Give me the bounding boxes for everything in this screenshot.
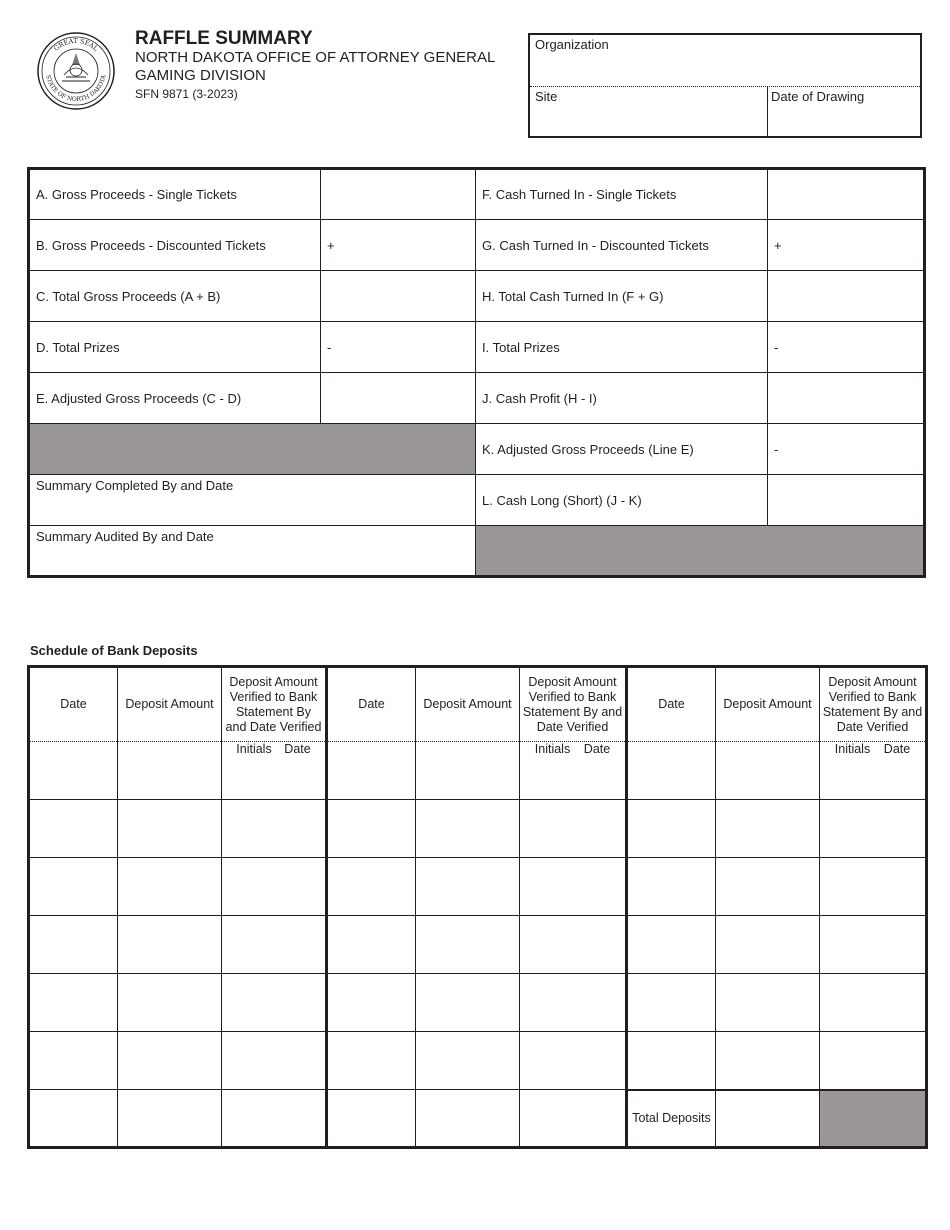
- line-c-value[interactable]: [321, 271, 476, 322]
- deposit-date-cell[interactable]: [29, 1090, 118, 1148]
- deposit-date-cell[interactable]: [29, 916, 118, 974]
- verified-cell[interactable]: [520, 1032, 627, 1090]
- deposit-amount-cell[interactable]: [118, 800, 222, 858]
- verified-cell[interactable]: [520, 800, 627, 858]
- site-label: Site: [535, 89, 558, 104]
- verified-cell[interactable]: [520, 742, 627, 800]
- svg-text:GREAT SEAL: GREAT SEAL: [52, 36, 100, 53]
- summary-completed-by-field[interactable]: [29, 475, 476, 526]
- col-verified-header: Deposit Amount Verified to Bank Statement By and Date Verified: [222, 667, 327, 742]
- deposit-amount-cell[interactable]: [416, 1090, 520, 1148]
- total-deposits-label: Total Deposits: [627, 1090, 716, 1148]
- col-verified-header: Deposit Amount Verified to Bank Statement By and Date Verified: [520, 667, 627, 742]
- deposit-amount-cell[interactable]: [118, 916, 222, 974]
- deposit-amount-cell[interactable]: [416, 916, 520, 974]
- deposit-date-cell[interactable]: [627, 916, 716, 974]
- col-amount-header: Deposit Amount: [416, 667, 520, 742]
- col-verified-header: Deposit Amount Verified to Bank Statement By and Date Verified: [820, 667, 927, 742]
- summary-completed-by-label: Summary Completed By and Date: [36, 478, 234, 493]
- shaded-block: [29, 424, 476, 475]
- deposit-date-cell[interactable]: [327, 1090, 416, 1148]
- deposit-amount-cell[interactable]: [416, 800, 520, 858]
- date-sub-label: Date: [583, 742, 611, 756]
- organization-box: [528, 33, 922, 138]
- shaded-block: [820, 1090, 927, 1148]
- shaded-block: [476, 526, 925, 577]
- deposit-amount-cell[interactable]: [716, 742, 820, 800]
- verified-cell[interactable]: [222, 916, 327, 974]
- initials-label: Initials: [834, 742, 871, 756]
- deposit-amount-cell[interactable]: [416, 858, 520, 916]
- summary-audited-by-field[interactable]: [29, 526, 476, 577]
- line-h-value[interactable]: [768, 271, 925, 322]
- line-i-label: I. Total Prizes: [476, 322, 768, 373]
- deposit-amount-cell[interactable]: [416, 974, 520, 1032]
- col-amount-header: Deposit Amount: [716, 667, 820, 742]
- state-seal-logo: [36, 31, 116, 111]
- line-e-value[interactable]: [321, 373, 476, 424]
- date-sub-label: Date: [883, 742, 911, 756]
- initials-label: Initials: [534, 742, 571, 756]
- deposit-date-cell[interactable]: [627, 974, 716, 1032]
- deposit-date-cell[interactable]: [327, 1032, 416, 1090]
- deposit-amount-cell[interactable]: [118, 1090, 222, 1148]
- line-i-value[interactable]: -: [768, 322, 925, 373]
- line-a-value[interactable]: [321, 169, 476, 220]
- verified-cell[interactable]: [222, 800, 327, 858]
- deposit-amount-cell[interactable]: [416, 742, 520, 800]
- deposit-date-cell[interactable]: [29, 742, 118, 800]
- deposit-amount-cell[interactable]: [716, 858, 820, 916]
- verified-cell[interactable]: [520, 1090, 627, 1148]
- line-a-label: A. Gross Proceeds - Single Tickets: [29, 169, 321, 220]
- date-of-drawing-field[interactable]: [771, 89, 864, 104]
- col-date-header: Date: [627, 667, 716, 742]
- verified-cell[interactable]: [820, 1032, 927, 1090]
- verified-cell[interactable]: [820, 916, 927, 974]
- bank-deposits-table: [27, 665, 928, 1149]
- verified-cell[interactable]: [820, 858, 927, 916]
- line-j-label: J. Cash Profit (H - I): [476, 373, 768, 424]
- division-name: GAMING DIVISION: [135, 67, 266, 84]
- line-h-label: H. Total Cash Turned In (F + G): [476, 271, 768, 322]
- line-b-value[interactable]: +: [321, 220, 476, 271]
- deposit-amount-cell[interactable]: [716, 916, 820, 974]
- line-e-label: E. Adjusted Gross Proceeds (C - D): [29, 373, 321, 424]
- verified-cell[interactable]: [222, 974, 327, 1032]
- col-amount-header: Deposit Amount: [118, 667, 222, 742]
- deposit-date-cell[interactable]: [627, 1032, 716, 1090]
- deposit-date-cell[interactable]: [327, 800, 416, 858]
- summary-audited-by-label: Summary Audited By and Date: [36, 529, 214, 544]
- deposit-date-cell[interactable]: [327, 916, 416, 974]
- verified-cell[interactable]: [222, 858, 327, 916]
- verified-cell[interactable]: [520, 916, 627, 974]
- line-k-label: K. Adjusted Gross Proceeds (Line E): [476, 424, 768, 475]
- verified-cell[interactable]: [520, 858, 627, 916]
- line-b-label: B. Gross Proceeds - Discounted Tickets: [29, 220, 321, 271]
- deposit-date-cell[interactable]: [29, 1032, 118, 1090]
- line-j-value[interactable]: [768, 373, 925, 424]
- deposit-date-cell[interactable]: [627, 800, 716, 858]
- verified-cell[interactable]: [820, 800, 927, 858]
- col-date-header: Date: [327, 667, 416, 742]
- date-sub-label: Date: [284, 742, 311, 756]
- date-of-drawing-label: Date of Drawing: [771, 89, 865, 104]
- line-f-value[interactable]: [768, 169, 925, 220]
- organization-field[interactable]: [535, 37, 609, 52]
- total-deposits-value[interactable]: [716, 1090, 820, 1148]
- line-d-label: D. Total Prizes: [29, 322, 321, 373]
- organization-label: Organization: [535, 37, 609, 52]
- deposit-date-cell[interactable]: [327, 858, 416, 916]
- line-d-value[interactable]: -: [321, 322, 476, 373]
- deposit-date-cell[interactable]: [29, 800, 118, 858]
- raffle-summary-table: [27, 167, 926, 578]
- col-date-header: Date: [29, 667, 118, 742]
- line-c-label: C. Total Gross Proceeds (A + B): [29, 271, 321, 322]
- initials-label: Initials: [236, 742, 272, 756]
- verified-cell[interactable]: [820, 742, 927, 800]
- line-g-label: G. Cash Turned In - Discounted Tickets: [476, 220, 768, 271]
- line-g-value[interactable]: +: [768, 220, 925, 271]
- line-f-label: F. Cash Turned In - Single Tickets: [476, 169, 768, 220]
- line-l-value[interactable]: [768, 475, 925, 526]
- deposit-amount-cell[interactable]: [416, 1032, 520, 1090]
- agency-name: NORTH DAKOTA OFFICE OF ATTORNEY GENERAL: [135, 49, 496, 66]
- deposit-amount-cell[interactable]: [716, 1032, 820, 1090]
- schedule-title: Schedule of Bank Deposits: [30, 643, 198, 658]
- deposit-amount-cell[interactable]: [716, 800, 820, 858]
- deposit-date-cell[interactable]: [327, 742, 416, 800]
- deposit-amount-cell[interactable]: [118, 742, 222, 800]
- verified-cell[interactable]: [222, 1032, 327, 1090]
- line-l-label: L. Cash Long (Short) (J - K): [476, 475, 768, 526]
- form-number: SFN 9871 (3-2023): [135, 87, 238, 101]
- form-title: RAFFLE SUMMARY: [135, 28, 313, 49]
- deposit-date-cell[interactable]: [29, 858, 118, 916]
- svg-text:STATE OF NORTH DAKOTA: STATE OF NORTH DAKOTA: [44, 74, 108, 104]
- site-field[interactable]: [535, 89, 557, 104]
- deposit-amount-cell[interactable]: [716, 974, 820, 1032]
- form-header: [135, 28, 495, 103]
- verified-cell[interactable]: [222, 742, 327, 800]
- deposit-date-cell[interactable]: [29, 974, 118, 1032]
- deposit-amount-cell[interactable]: [118, 858, 222, 916]
- deposit-amount-cell[interactable]: [118, 1032, 222, 1090]
- deposit-date-cell[interactable]: [627, 742, 716, 800]
- deposit-date-cell[interactable]: [327, 974, 416, 1032]
- deposit-amount-cell[interactable]: [118, 974, 222, 1032]
- verified-cell[interactable]: [820, 974, 927, 1032]
- line-k-value[interactable]: -: [768, 424, 925, 475]
- verified-cell[interactable]: [520, 974, 627, 1032]
- deposit-date-cell[interactable]: [627, 858, 716, 916]
- verified-cell[interactable]: [222, 1090, 327, 1148]
